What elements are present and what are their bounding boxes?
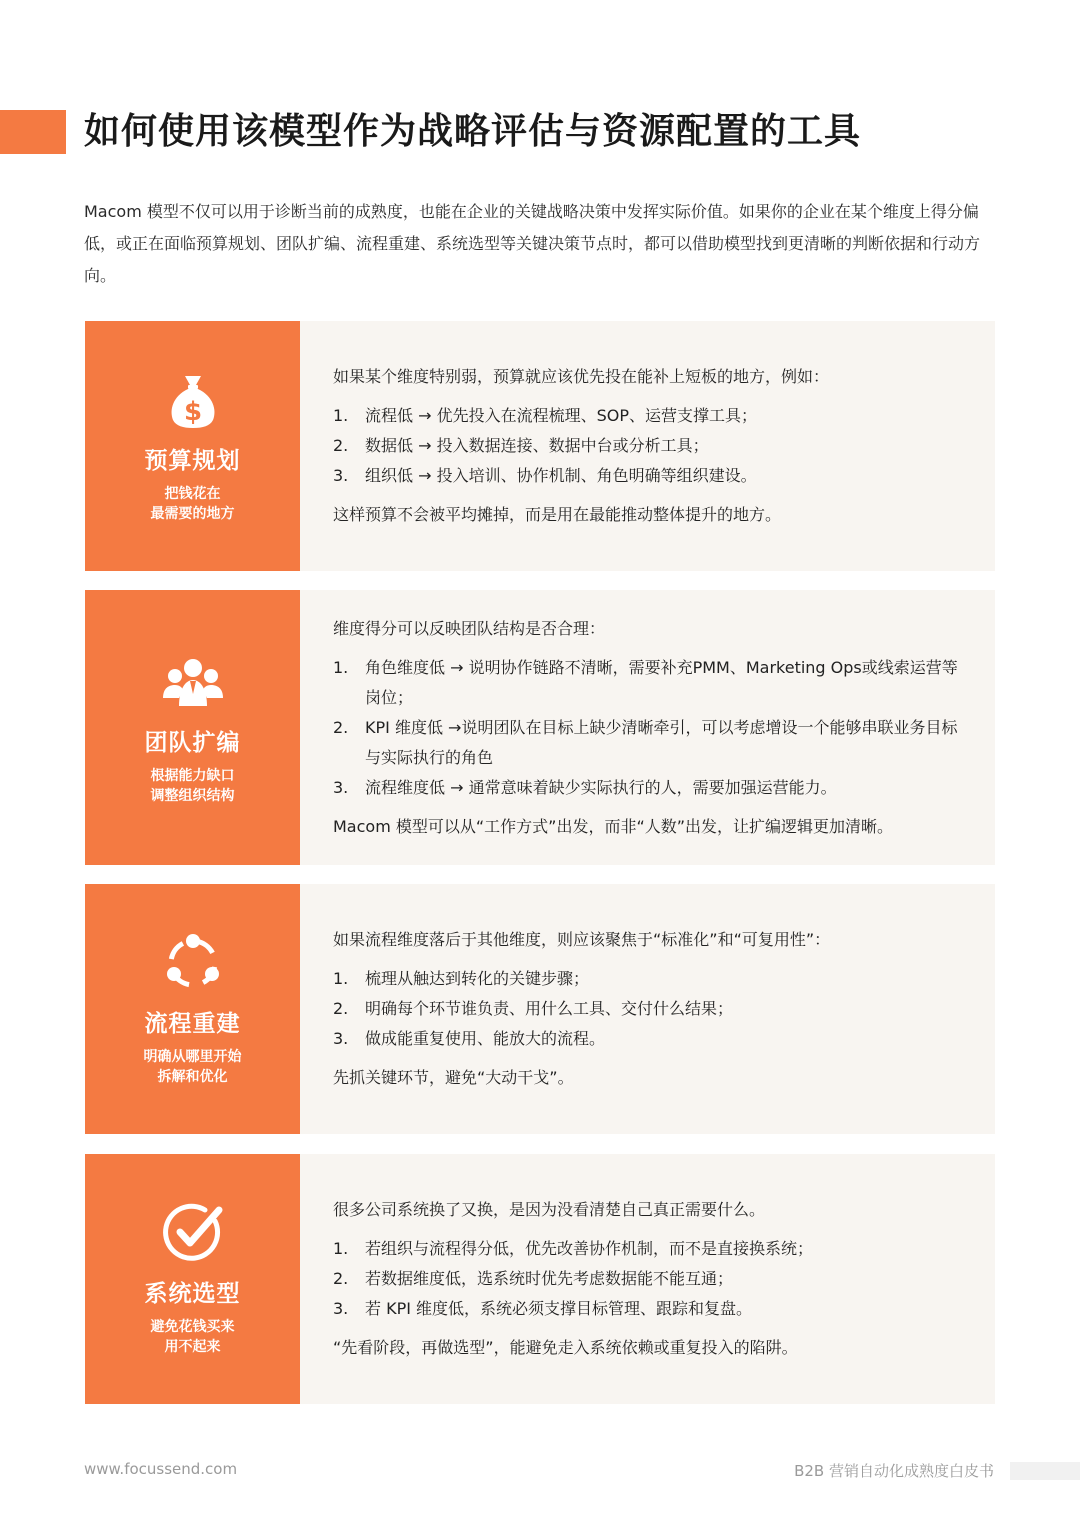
card-body bbox=[300, 321, 995, 571]
card-team-expansion bbox=[85, 590, 995, 865]
card-list bbox=[333, 1234, 967, 1324]
card-lead: 如果流程维度落后于其他维度，则应该聚焦于“标准化”和“可复用性”： bbox=[333, 930, 831, 949]
intro-paragraph: Macom 模型不仅可以用于诊断当前的成熟度，也能在企业的关键战略决策中发挥实际价值。如果你的企业在某个维度上得分偏低，或正在面临预算规划、团队扩编、流程重建、系统选型等关键决策节点时，都可以借助模型找到更清晰的判断依据和行动方向。 bbox=[84, 202, 981, 285]
card-lead: 如果某个维度特别弱，预算就应该优先投在能补上短板的地方，例如： bbox=[333, 367, 830, 386]
list-item: 3. 做成能重复使用、能放大的流程。 bbox=[333, 1029, 606, 1048]
card-closing: 先抓关键环节，避免“大动干戈”。 bbox=[333, 1068, 574, 1087]
card-heading: 团队扩编 bbox=[144, 729, 241, 756]
card-list bbox=[333, 653, 967, 803]
team-icon bbox=[161, 650, 225, 714]
card-system-selection bbox=[85, 1154, 995, 1404]
process-cycle-icon bbox=[161, 931, 225, 995]
list-item: 2. 若数据维度低，选系统时优先考虑数据能不能互通； bbox=[333, 1269, 734, 1288]
card-side-panel bbox=[85, 884, 300, 1134]
card-lead: 维度得分可以反映团队结构是否合理： bbox=[333, 618, 606, 638]
list-item: 2. 数据低 → 投入数据连接、数据中台或分析工具； bbox=[333, 436, 709, 455]
card-heading: 预算规划 bbox=[144, 448, 241, 474]
card-list bbox=[333, 401, 967, 491]
card-list bbox=[333, 964, 967, 1054]
list-item: 1. 流程低 → 优先投入在流程梳理、SOP、运营支撑工具； bbox=[333, 406, 757, 425]
list-item: 1. 梳理从触达到转化的关键步骤； bbox=[333, 969, 590, 988]
footer-strip bbox=[1010, 1462, 1080, 1480]
footer-doc-title: B2B 营销自动化成熟度白皮书 bbox=[794, 1462, 994, 1480]
title-accent-bar bbox=[0, 110, 66, 154]
card-lead: 很多公司系统换了又换，是因为没看清楚自己真正需要什么。 bbox=[333, 1200, 766, 1219]
list-item: 2. KPI 维度低 →说明团队在目标上缺少清晰牵引，可以考虑增设一个能够串联业务目标与实际执行的角色 bbox=[333, 717, 958, 767]
card-closing: 这样预算不会被平均摊掉，而是用在最能推动整体提升的地方。 bbox=[333, 505, 782, 524]
list-item: 1. 若组织与流程得分低，优先改善协作机制，而不是直接换系统； bbox=[333, 1239, 814, 1258]
card-body bbox=[300, 590, 995, 865]
card-closing: “先看阶段，再做选型”，能避免走入系统依赖或重复投入的陷阱。 bbox=[333, 1338, 798, 1357]
card-heading: 流程重建 bbox=[144, 1011, 241, 1037]
card-subtitle: 明确从哪里开始 拆解和优化 bbox=[143, 1049, 242, 1085]
card-body bbox=[300, 1154, 995, 1404]
list-item: 3. 若 KPI 维度低，系统必须支撑目标管理、跟踪和复盘。 bbox=[333, 1299, 753, 1318]
list-item: 2. 明确每个环节谁负责、用什么工具、交付什么结果； bbox=[333, 999, 734, 1018]
card-budget-planning bbox=[85, 321, 995, 571]
card-closing: Macom 模型可以从“工作方式”出发，而非“人数”出发，让扩编逻辑更加清晰。 bbox=[333, 816, 894, 836]
card-side-panel bbox=[85, 590, 300, 865]
list-item: 3. 组织低 → 投入培训、协作机制、角色明确等组织建设。 bbox=[333, 466, 757, 485]
money-bag-icon bbox=[161, 368, 225, 432]
card-heading: 系统选型 bbox=[144, 1281, 241, 1307]
svg-text:$: $ bbox=[183, 397, 202, 427]
card-subtitle: 根据能力缺口 调整组织结构 bbox=[150, 767, 235, 804]
card-body bbox=[300, 884, 995, 1134]
page-title: 如何使用该模型作为战略评估与资源配置的工具 bbox=[84, 111, 862, 152]
list-item: 1. 角色维度低 → 说明协作链路不清晰，需要补充PMM、Marketing Ops或线索运营等岗位； bbox=[333, 657, 958, 707]
card-side-panel bbox=[85, 321, 300, 571]
card-subtitle: 避免花钱买来 用不起来 bbox=[150, 1319, 235, 1355]
footer-website: www.focussend.com bbox=[84, 1460, 238, 1478]
checkmark-circle-icon bbox=[161, 1201, 225, 1265]
list-item: 3. 流程维度低 → 通常意味着缺少实际执行的人，需要加强运营能力。 bbox=[333, 777, 837, 797]
card-side-panel bbox=[85, 1154, 300, 1404]
card-subtitle: 把钱花在 最需要的地方 bbox=[150, 486, 235, 522]
card-process-rebuild bbox=[85, 884, 995, 1134]
